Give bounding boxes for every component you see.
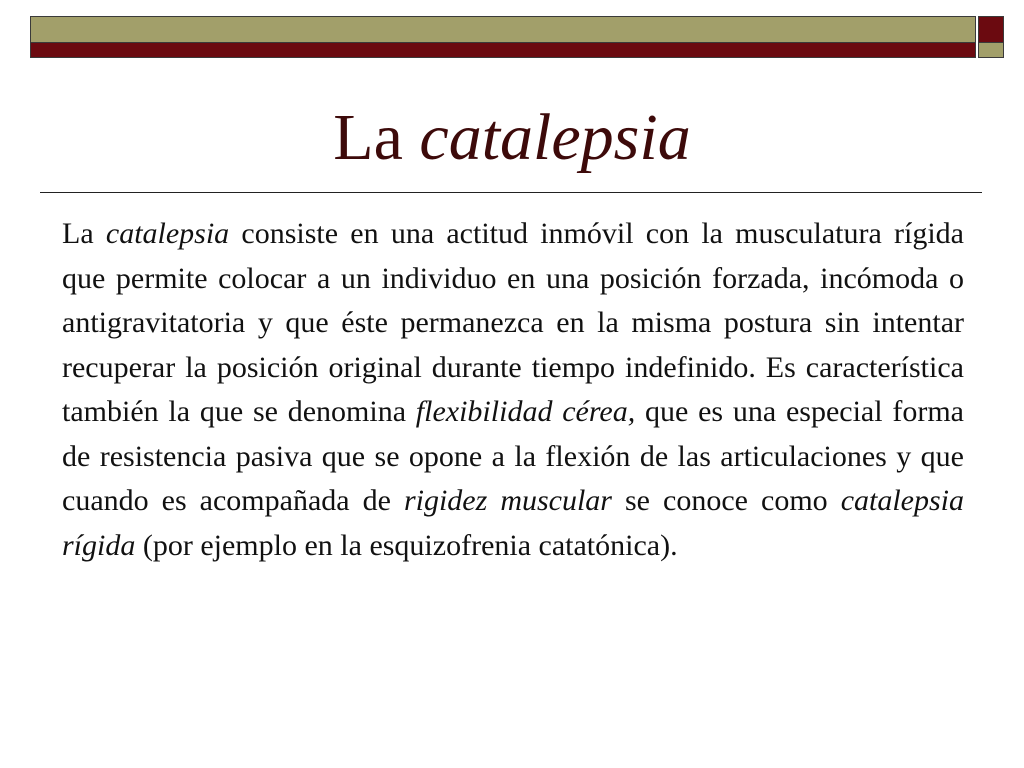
body-italic-catalepsia: catalepsia: [105, 217, 230, 250]
header-bar-olive-stripe: [31, 17, 975, 43]
body-segment-4: se conoce como: [611, 484, 841, 517]
body-segment-2: consiste en una actitud inmóvil con la musculatura rígida que permite colocar a un individuo en una posición forzada, incómoda o antigravitatoria y que éste permanezca en la misma postura sin intentar recuperar la posición original durante tiempo indefinido. Es característica también la que se denomina: [62, 217, 964, 428]
corner-maroon-block: [979, 17, 1003, 43]
body-italic-rigidez: rigidez muscular: [403, 484, 612, 517]
body-italic-flexibilidad: flexibilidad cérea,: [415, 395, 636, 428]
header-bar: [30, 16, 976, 58]
body-italic-catalepsia-rigida: catalepsia rígida: [62, 484, 964, 562]
title-plain: La: [333, 101, 420, 174]
body-segment-3: que es una especial forma de resistencia pasiva que se opone a la flexión de las articulaciones y que cuando es acompañada de: [62, 395, 964, 517]
slide-title: [0, 98, 1024, 178]
body-segment-5: (por ejemplo en la esquizofrenia catatónica).: [135, 528, 678, 562]
body-segment-1: La: [62, 217, 106, 250]
title-italic: catalepsia: [419, 101, 691, 174]
slide-body-text: [62, 212, 964, 568]
header-corner-square: [978, 16, 1004, 58]
header-bar-maroon-stripe: [31, 43, 975, 58]
corner-olive-block: [979, 43, 1003, 58]
title-divider: [40, 192, 982, 193]
